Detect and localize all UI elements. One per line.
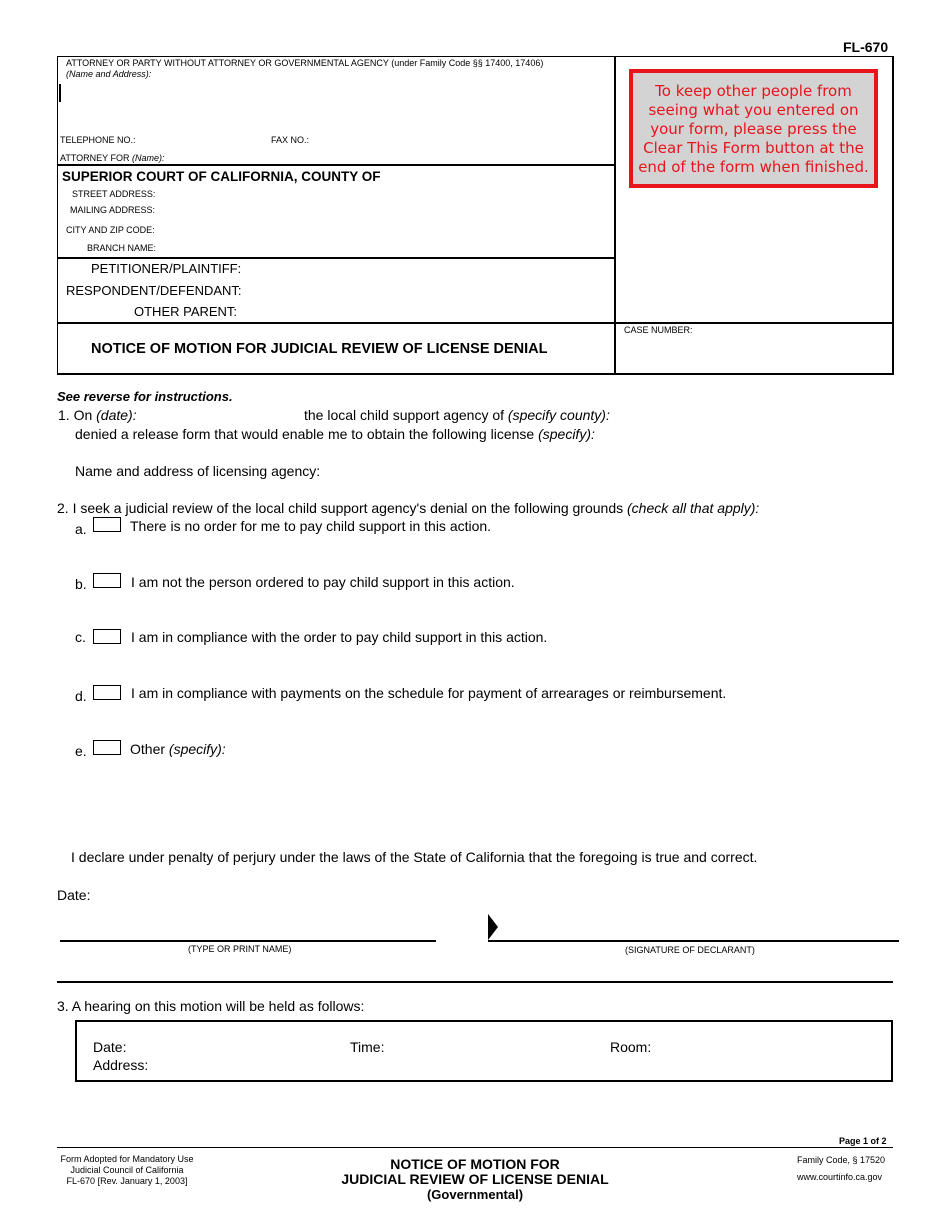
option-a-checkbox[interactable] [93,517,121,532]
option-c-checkbox[interactable] [93,629,121,644]
attorney-for-label: ATTORNEY FOR (Name): [60,153,165,163]
attorney-label: ATTORNEY OR PARTY WITHOUT ATTORNEY OR GOVERNMENTAL AGENCY (under Family Code §§ 17400, 17406) [66,58,544,68]
branch-name-label: BRANCH NAME: [87,243,157,253]
clear-form-notice: To keep other people from seeing what you entered on your form, please press the Clear This Form button at the end of the form when finished. [629,69,878,188]
option-d-letter: d. [75,688,87,704]
option-e-letter: e. [75,743,87,759]
signature-label: (SIGNATURE OF DECLARANT) [625,945,755,955]
mailing-address-label: MAILING ADDRESS: [70,205,156,215]
other-parent-label: OTHER PARENT: [134,304,238,319]
adopted-line-1: Form Adopted for Mandatory Use [60,1154,194,1164]
petitioner-label: PETITIONER/PLAINTIFF: [91,261,242,276]
fax-label: FAX NO.: [271,135,310,145]
adopted-line-3: FL-670 [Rev. January 1, 2003] [66,1176,188,1186]
name-address-label: (Name and Address): [66,69,152,79]
declaration-text: I declare under penalty of perjury under the laws of the State of California that the foregoing is true and correct. [71,849,758,865]
hearing-date-label: Date: [93,1039,127,1055]
website-link[interactable]: www.courtinfo.ca.gov [797,1172,883,1182]
item1-agency: the local child support agency of (specify county): [304,407,610,423]
family-code: Family Code, § 17520 [797,1155,886,1165]
signature-line [488,940,899,942]
option-c-letter: c. [75,629,86,645]
option-b-text: I am not the person ordered to pay child support in this action. [131,574,515,590]
adopted-block [57,1154,197,1187]
item1-on: 1. On (date): [58,407,137,423]
option-d-checkbox[interactable] [93,685,121,700]
footer-title-line-3: (Governmental) [426,1187,524,1202]
print-name-label: (TYPE OR PRINT NAME) [188,944,292,954]
court-title: SUPERIOR COURT OF CALIFORNIA, COUNTY OF [62,169,381,184]
adopted-line-2: Judicial Council of California [70,1165,184,1175]
document-title: NOTICE OF MOTION FOR JUDICIAL REVIEW OF LICENSE DENIAL [91,341,548,357]
footer-divider [57,1147,893,1148]
page-number: Page 1 of 2 [839,1136,887,1146]
option-b-checkbox[interactable] [93,573,121,588]
item2-intro: 2. I seek a judicial review of the local child support agency's denial on the following grounds (check all that apply): [57,500,760,516]
print-name-line [60,940,436,942]
footer-title-line-2: JUDICIAL REVIEW OF LICENSE DENIAL [341,1171,609,1187]
option-a-letter: a. [75,521,87,537]
item1-denied: denied a release form that would enable me to obtain the following license (specify): [75,426,595,442]
hearing-address-label: Address: [93,1057,149,1073]
see-reverse-note: See reverse for instructions. [57,389,233,404]
date-label: Date: [57,887,91,903]
footer-title [290,1157,660,1202]
licensing-agency-label: Name and address of licensing agency: [75,463,321,479]
city-zip-label: CITY AND ZIP CODE: [66,225,155,235]
section-divider [57,981,893,983]
case-number-label: CASE NUMBER: [624,325,693,335]
option-e-text: Other (specify): [130,741,226,757]
hearing-box [75,1020,893,1082]
footer-title-line-1: NOTICE OF MOTION FOR [390,1156,560,1172]
hearing-time-label: Time: [350,1039,385,1055]
item3-text: 3. A hearing on this motion will be held as follows: [57,998,365,1014]
option-c-text: I am in compliance with the order to pay child support in this action. [131,629,548,645]
respondent-label: RESPONDENT/DEFENDANT: [66,283,242,298]
telephone-label: TELEPHONE NO.: [60,135,136,145]
option-b-letter: b. [75,576,87,592]
form-number: FL-670 [843,39,889,55]
signature-arrow-icon [488,914,498,940]
option-e-checkbox[interactable] [93,740,121,755]
hearing-room-label: Room: [610,1039,652,1055]
street-address-label: STREET ADDRESS: [72,189,156,199]
option-a-text: There is no order for me to pay child support in this action. [130,518,492,534]
option-d-text: I am in compliance with payments on the schedule for payment of arrearages or reimbursement. [131,685,727,701]
